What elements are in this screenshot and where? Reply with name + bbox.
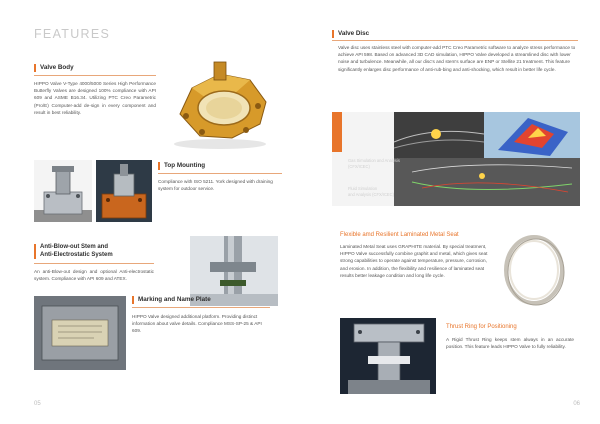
valve-body-text: HIPPO Valve V-Type 4000/5000 Series High Performance Butterfly Valves are designed 100% compliance with API 609 and ASME B16.34. Utilizing PTC Creo Parametric (Pro/E) Computer-add de-sign in every component and result in best reliability. <box>34 81 156 115</box>
anti-blowout-rule <box>34 263 154 264</box>
flexible-seat-text: Laminated Metal Seat uses GRAPHITE material. By special treatment, HIPPO Valve successfully combine graphit and metal, which gives seat strong capabilities to operate against temperature, pressure, corrosion, and erosion. In addition, the flexibility and resilience of laminated seat results better leakage condition and long life cycle. <box>340 244 488 278</box>
sim-label-fluid-line-1: Fluid Simulation <box>348 186 378 191</box>
sim-label-gas-line-1: Gas Simulation and Analysis <box>348 158 400 163</box>
anti-blowout-text: An anti-Blow-out design and optional Anti-electrostatic system. Compliance with API 609 and ATEX. <box>34 269 154 282</box>
valve-body-heading: Valve Body <box>34 64 74 72</box>
page-number-right: 06 <box>573 401 580 407</box>
valve-disc-heading: Valve Disc <box>332 30 369 38</box>
top-mounting-photo-2 <box>96 160 152 222</box>
thrust-ring-photo <box>340 318 436 394</box>
sim-label-fluid-line-2: and Analysis (CFX/ICEC) <box>348 191 394 197</box>
right-page <box>300 0 600 424</box>
top-mounting-text: Compliance with ISO 5211. York designed with draining system for outdoor service. <box>158 179 273 192</box>
anti-blowout-heading <box>34 244 113 259</box>
sim-label-fluid <box>348 186 394 197</box>
anti-blowout-heading-line-1: Anti-Blow-out Stem and <box>40 244 108 250</box>
anti-blowout-heading-line-2: Anti-Electrostatic System <box>40 251 113 258</box>
simulation-panel <box>332 112 580 206</box>
marking-heading: Marking and Name Plate <box>132 296 211 304</box>
valve-body-rule <box>34 75 156 76</box>
valve-disc-rule <box>332 40 578 41</box>
marking-text: HIPPO Valve designed additional platform. Providing distinct information about valve details. Compliance MSS-SP-25 & API 609. <box>132 314 262 334</box>
thrust-ring-text: A Rigid Thrust Ring keeps stem always in an accurate position. This feature leads HIPPO Valve to fully reliability. <box>446 337 574 350</box>
top-mounting-heading: Top Mounting <box>158 162 205 170</box>
valve-body-render <box>162 58 278 150</box>
features-title: FEATURES <box>34 27 111 41</box>
flexible-seat-heading: Flexible amd Resilient Laminated Metal Seat <box>340 232 459 238</box>
page-number-left: 05 <box>34 401 41 407</box>
valve-disc-text: Valve disc uses stainless steel with computer-add PTC Creo Parametric software to analyze stress performance to achieve API 598. Based on advanced 3D CAD simulation, HIPPO Valve developed a streamlined disc with lower noise and turbulence. Meanwhile, all our disc's and stem's surface are ENP or Stellite 21 treatment. This feature significantly enlarges disc performance of anti-rub-bing and anti-shocking, which result in better life cycle. <box>338 45 576 72</box>
top-mounting-rule <box>158 173 282 174</box>
sim-label-gas <box>348 158 400 169</box>
thrust-ring-heading: Thrust Ring for Positioning <box>446 324 517 330</box>
sim-label-gas-line-2: (CFX/ICEC) <box>348 163 370 169</box>
top-mounting-photo-1 <box>34 160 92 222</box>
marking-photo <box>34 296 126 370</box>
seat-ring-photo <box>498 230 570 308</box>
marking-rule <box>132 307 270 308</box>
